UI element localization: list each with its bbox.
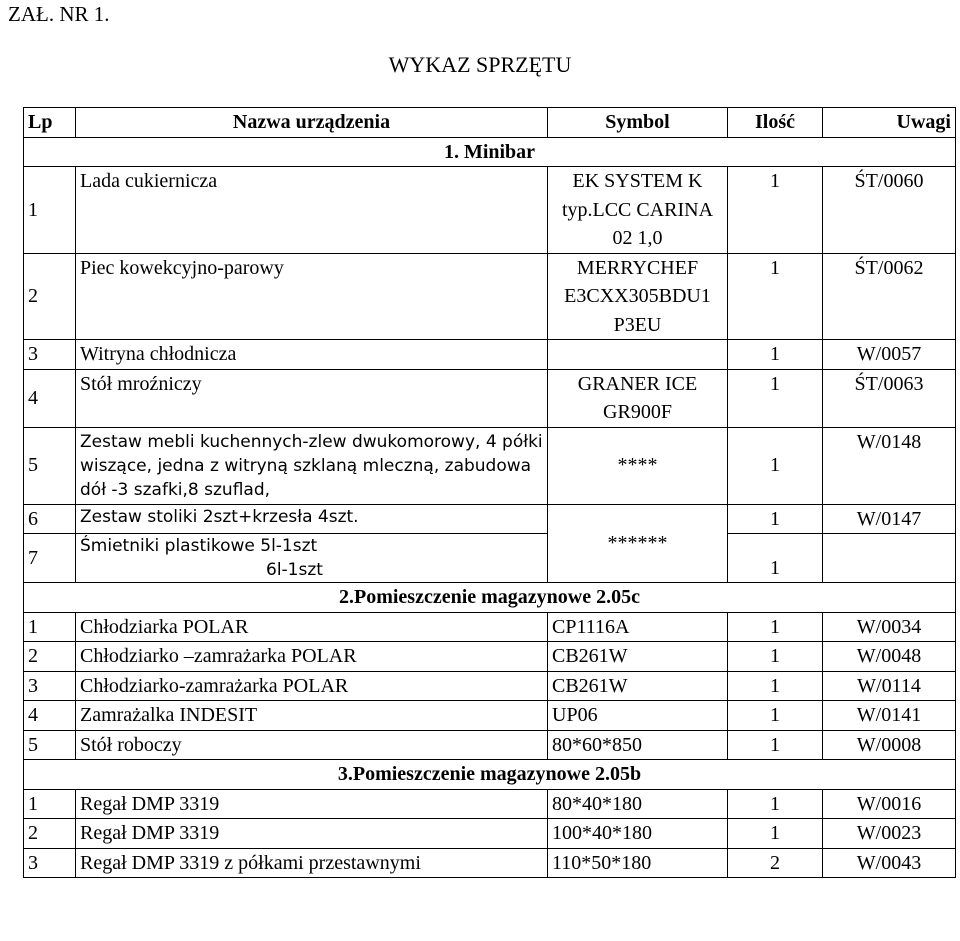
cell-qty: 1	[728, 340, 823, 370]
cell-name: Regał DMP 3319	[76, 819, 548, 849]
cell-symbol: UP06	[548, 701, 728, 731]
cell-name: Witryna chłodnicza	[76, 340, 548, 370]
cell-name: Piec kowekcyjno-parowy	[76, 253, 548, 340]
cell-qty: 2	[728, 848, 823, 878]
col-qty: Ilość	[728, 108, 823, 138]
header-row	[24, 108, 956, 138]
equipment-table	[23, 107, 956, 878]
table-row	[24, 427, 956, 504]
cell-symbol: EK SYSTEM K typ.LCC CARINA 02 1,0	[548, 167, 728, 254]
cell-symbol: 110*50*180	[548, 848, 728, 878]
cell-notes: ŚT/0060	[823, 167, 956, 254]
cell-qty: 1	[728, 730, 823, 760]
document-title: WYKAZ SPRZĘTU	[388, 52, 572, 77]
cell-lp: 3	[24, 671, 76, 701]
cell-notes	[823, 534, 956, 583]
cell-lp: 4	[24, 369, 76, 427]
cell-lp: 3	[24, 340, 76, 370]
cell-notes: W/0057	[823, 340, 956, 370]
cell-symbol: CB261W	[548, 642, 728, 672]
cell-symbol: 80*60*850	[548, 730, 728, 760]
cell-name: Zestaw stoliki 2szt+krzesła 4szt.	[76, 504, 548, 534]
cell-notes: ŚT/0062	[823, 253, 956, 340]
cell-qty: 1	[728, 504, 823, 534]
table-row	[24, 848, 956, 878]
cell-lp: 7	[24, 534, 76, 583]
cell-notes: W/0043	[823, 848, 956, 878]
table-row	[24, 612, 956, 642]
section-title: 3.Pomieszczenie magazynowe 2.05b	[24, 760, 956, 790]
cell-symbol: GRANER ICE GR900F	[548, 369, 728, 427]
section-row	[24, 137, 956, 167]
cell-name: Zestaw mebli kuchennych-zlew dwukomorowy, 4 półki wiszące, jedna z witryną szklaną mleczną, zabudowa dół -3 szafki,8 szuflad,	[76, 427, 548, 504]
cell-notes: W/0048	[823, 642, 956, 672]
cell-notes: W/0034	[823, 612, 956, 642]
cell-notes: W/0114	[823, 671, 956, 701]
cell-qty: 1	[728, 819, 823, 849]
table-row	[24, 819, 956, 849]
cell-lp: 6	[24, 504, 76, 534]
table-row	[24, 504, 956, 534]
col-notes: Uwagi	[823, 108, 956, 138]
col-symbol: Symbol	[548, 108, 728, 138]
cell-symbol: ****	[548, 427, 728, 504]
cell-notes: W/0147	[823, 504, 956, 534]
cell-lp: 5	[24, 730, 76, 760]
cell-symbol: ******	[548, 504, 728, 583]
cell-lp: 5	[24, 427, 76, 504]
section-row	[24, 760, 956, 790]
cell-name: Lada cukiernicza	[76, 167, 548, 254]
cell-notes: W/0008	[823, 730, 956, 760]
attachment-label: ZAŁ. NR 1.	[8, 2, 110, 26]
col-name: Nazwa urządzenia	[76, 108, 548, 138]
cell-lp: 2	[24, 819, 76, 849]
cell-name-line1: Śmietniki plastikowe 5l-1szt	[80, 536, 318, 556]
cell-name: Regał DMP 3319	[76, 789, 548, 819]
table-row	[24, 534, 956, 583]
cell-qty: 1	[728, 789, 823, 819]
cell-qty: 1	[728, 253, 823, 340]
cell-qty: 1	[728, 642, 823, 672]
cell-notes: W/0023	[823, 819, 956, 849]
cell-qty: 1	[728, 534, 823, 583]
cell-name: Stół roboczy	[76, 730, 548, 760]
table-row	[24, 167, 956, 254]
cell-qty: 1	[728, 369, 823, 427]
cell-notes: W/0141	[823, 701, 956, 731]
section-title: 1. Minibar	[24, 137, 956, 167]
table-row	[24, 369, 956, 427]
cell-name: Stół mroźniczy	[76, 369, 548, 427]
table-row	[24, 642, 956, 672]
section-row	[24, 583, 956, 613]
cell-name: Chłodziarko –zamrażarka POLAR	[76, 642, 548, 672]
cell-lp: 3	[24, 848, 76, 878]
cell-name-line2: 6l-1szt	[266, 560, 323, 580]
cell-lp: 1	[24, 612, 76, 642]
cell-symbol: CP1116A	[548, 612, 728, 642]
section-title: 2.Pomieszczenie magazynowe 2.05c	[24, 583, 956, 613]
col-lp: Lp	[24, 108, 76, 138]
cell-name	[76, 534, 548, 583]
cell-qty: 1	[728, 167, 823, 254]
table-row	[24, 701, 956, 731]
cell-qty: 1	[728, 427, 823, 504]
cell-symbol: 100*40*180	[548, 819, 728, 849]
cell-lp: 1	[24, 789, 76, 819]
cell-name: Regał DMP 3319 z półkami przestawnymi	[76, 848, 548, 878]
cell-qty: 1	[728, 701, 823, 731]
cell-notes: W/0016	[823, 789, 956, 819]
cell-lp: 2	[24, 253, 76, 340]
cell-qty: 1	[728, 671, 823, 701]
cell-name: Chłodziarka POLAR	[76, 612, 548, 642]
cell-name: Chłodziarko-zamrażarka POLAR	[76, 671, 548, 701]
cell-symbol: CB261W	[548, 671, 728, 701]
cell-symbol	[548, 340, 728, 370]
cell-notes: ŚT/0063	[823, 369, 956, 427]
table-row	[24, 730, 956, 760]
table-row	[24, 671, 956, 701]
cell-name: Zamrażalka INDESIT	[76, 701, 548, 731]
table-row	[24, 340, 956, 370]
table-row	[24, 253, 956, 340]
cell-lp: 1	[24, 167, 76, 254]
cell-symbol: 80*40*180	[548, 789, 728, 819]
cell-qty: 1	[728, 612, 823, 642]
cell-notes: W/0148	[823, 427, 956, 504]
table-row	[24, 789, 956, 819]
cell-symbol: MERRYCHEF E3CXX305BDU1 P3EU	[548, 253, 728, 340]
cell-lp: 4	[24, 701, 76, 731]
cell-lp: 2	[24, 642, 76, 672]
